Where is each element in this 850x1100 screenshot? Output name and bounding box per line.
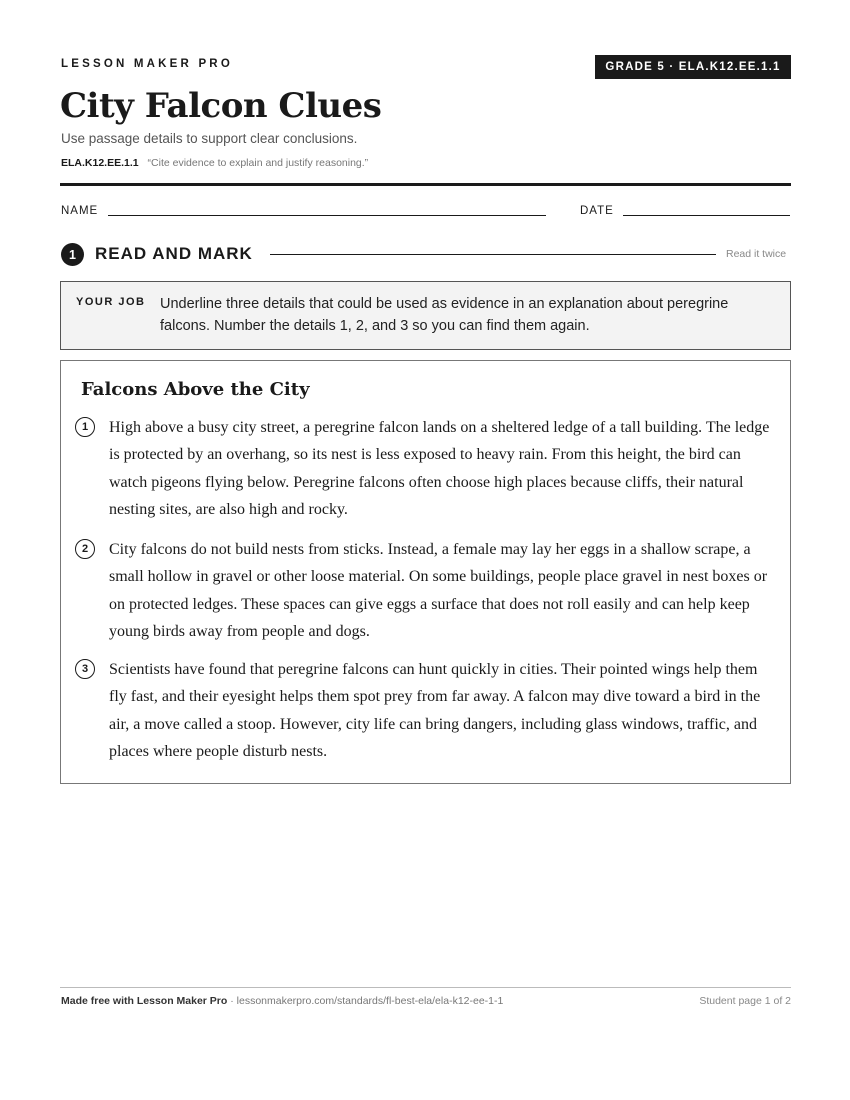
standard-line — [61, 157, 368, 169]
standard-code: ELA.K12.EE.1.1 — [61, 157, 139, 169]
paragraph-number-badge: 3 — [75, 659, 95, 679]
date-label: DATE — [580, 205, 614, 217]
footer-divider — [60, 987, 791, 988]
section-title: READ AND MARK — [95, 244, 253, 263]
page-subtitle: Use passage details to support clear conclusions. — [61, 131, 358, 146]
section-hint: Read it twice — [726, 248, 787, 260]
job-box — [60, 281, 791, 350]
passage-title: Falcons Above the City — [81, 379, 310, 400]
job-label: YOUR JOB — [76, 296, 146, 308]
name-label: NAME — [61, 205, 99, 217]
grade-badge: GRADE 5 · ELA.K12.EE.1.1 — [595, 55, 791, 79]
job-instructions: Underline three details that could be used as evidence in an explanation about peregrine falcons. Number the details 1, 2, and 3 so you can find them again. — [160, 296, 729, 334]
footer-page-number: Student page 1 of 2 — [699, 995, 791, 1007]
paragraph-text: Scientists have found that peregrine falcons can hunt quickly in cities. Their pointed wings help them fly fast, and their eyesight helps them spot prey from far away. A falcon may dive toward a bird in the air, a move called a stoop. However, city life can bring dangers, including glass windows, traffic, and places where people disturb nests. — [109, 661, 761, 761]
page-title: City Falcon Clues — [60, 86, 382, 126]
standard-quote: “Cite evidence to explain and justify reasoning.” — [147, 157, 369, 169]
paragraph-text: City falcons do not build nests from sticks. Instead, a female may lay her eggs in a shallow scrape, a small hollow in gravel or other loose material. On some buildings, people place gravel in nest boxes or on protected ledges. These spaces can give eggs a surface that does not roll easily and can help keep young birds away from people and dogs. — [109, 541, 768, 641]
paragraph-number-badge: 2 — [75, 539, 95, 559]
section-divider — [270, 254, 716, 255]
paragraph-text: High above a busy city street, a peregrine falcon lands on a sheltered ledge of a tall building. The ledge is protected by an overhang, so its nest is less exposed to heavy rain. From this height, the bird can watch pigeons flying below. Peregrine falcons often choose high places because cliffs, their natural nesting sites, are also high and rocky. — [109, 419, 770, 519]
passage-box — [60, 360, 791, 784]
header-divider — [60, 183, 791, 186]
footer-url[interactable]: · lessonmakerpro.com/standards/fl-best-ela/ela-k12-ee-1-1 — [227, 995, 504, 1007]
footer-credit — [61, 995, 503, 1007]
name-line[interactable] — [108, 215, 546, 216]
brand-name: LESSON MAKER PRO — [61, 58, 233, 70]
paragraph-number-badge: 1 — [75, 417, 95, 437]
section-number: 1 — [61, 243, 84, 266]
footer-made-with: Made free with Lesson Maker Pro — [61, 995, 228, 1007]
date-line[interactable] — [623, 215, 790, 216]
